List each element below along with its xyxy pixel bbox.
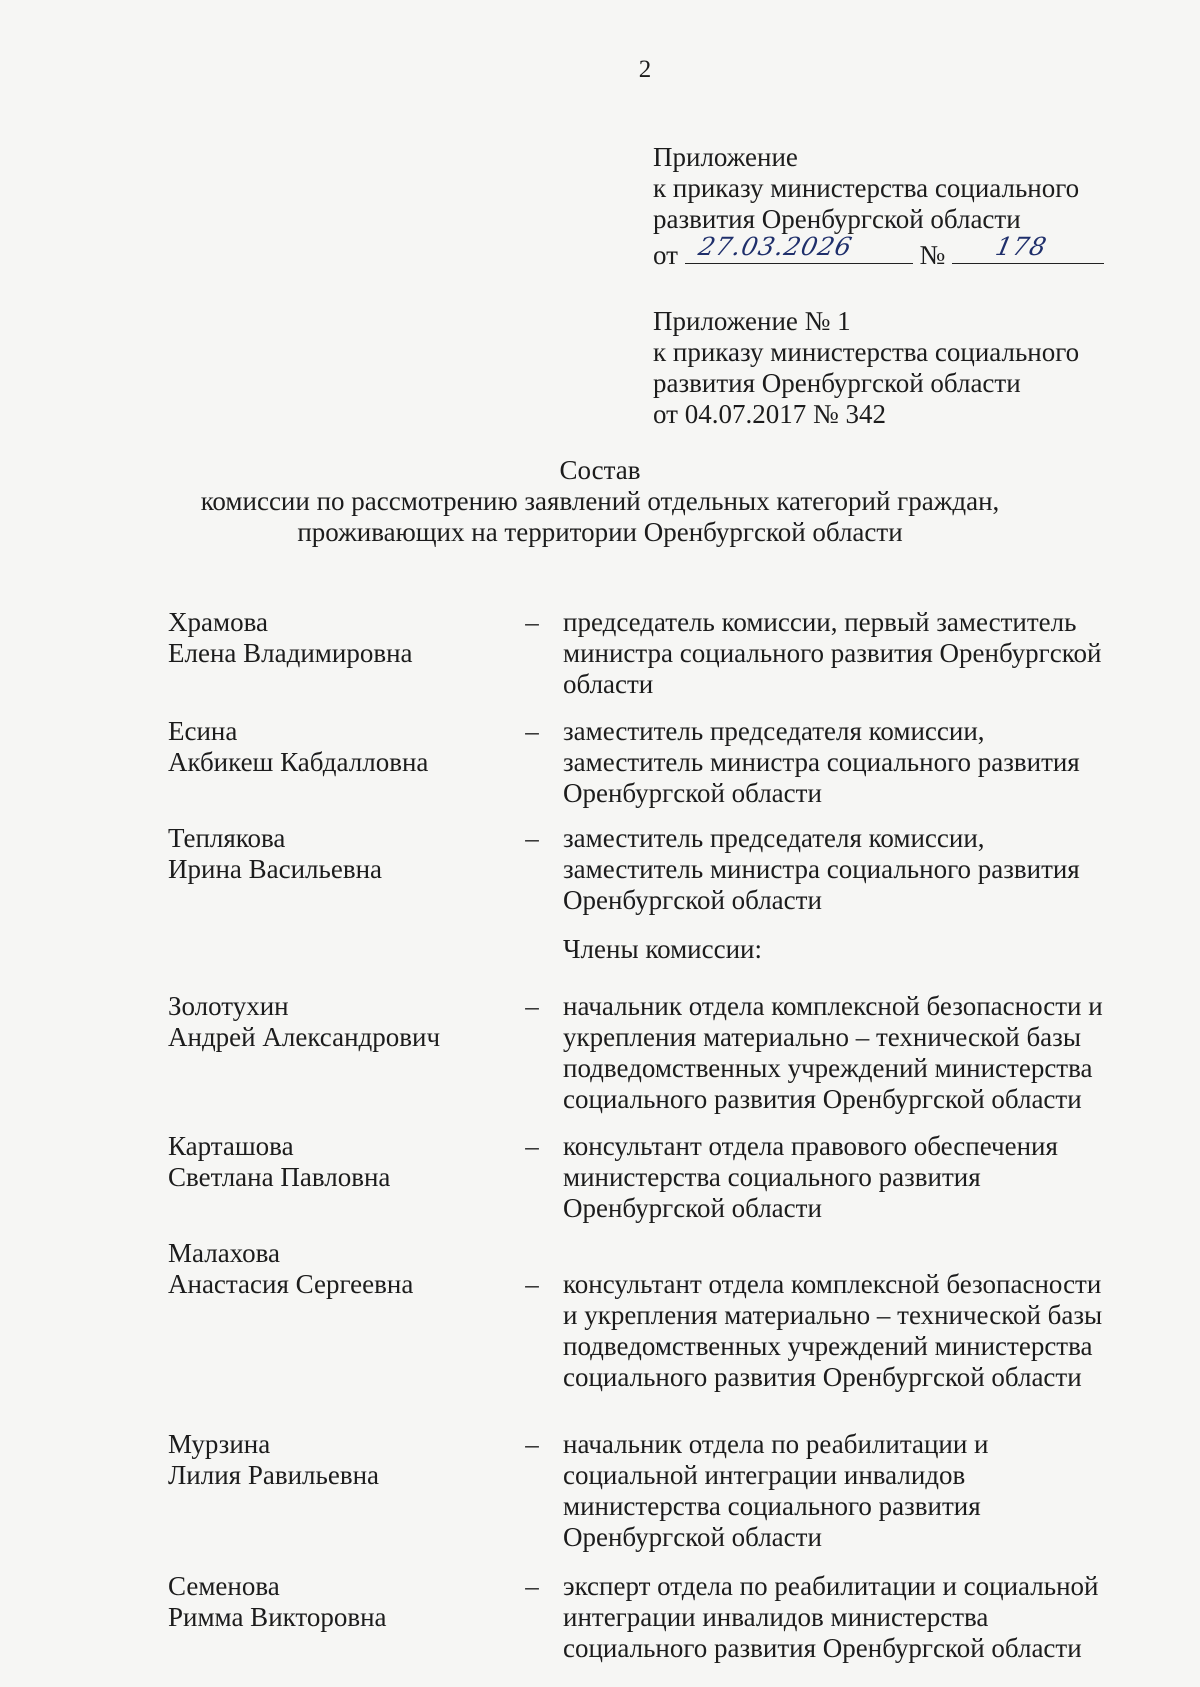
member-name [168, 607, 513, 700]
role-line: заместитель министра социального развития [563, 747, 1080, 777]
member-name [168, 991, 513, 1115]
role-line: начальник отдела комплексной безопасности и [563, 991, 1103, 1021]
document-heading [0, 455, 1200, 548]
member-surname: Семенова [168, 1571, 280, 1601]
member-name [168, 716, 513, 809]
member-given-names: Елена Владимировна [168, 638, 413, 668]
member-row [168, 1429, 1148, 1553]
date-prefix: от [653, 240, 678, 270]
member-name [168, 1429, 513, 1553]
role-line: социального развития Оренбургской области [563, 1633, 1082, 1663]
page-number: 2 [638, 56, 652, 83]
member-row [168, 991, 1148, 1115]
role-line: социальной интеграции инвалидов [563, 1460, 966, 1490]
number-underline [952, 232, 1104, 264]
role-line: социального развития Оренбургской области [563, 1362, 1082, 1392]
dash: – [525, 1131, 539, 1161]
member-surname: Малахова [168, 1238, 281, 1268]
role-line: подведомственных учреждений министерства [563, 1053, 1093, 1083]
member-surname: Золотухин [168, 991, 289, 1021]
member-role [551, 1131, 1128, 1224]
appendix-original-line3: от 04.07.2017 № 342 [653, 399, 886, 429]
dash: – [525, 716, 539, 746]
handwritten-number: 178 [992, 232, 1050, 261]
role-line: министерства социального развития [563, 1491, 981, 1521]
role-line: заместитель председателя комиссии, [563, 716, 985, 746]
role-line: эксперт отдела по реабилитации и социальной [563, 1571, 1099, 1601]
appendix-current-block [653, 142, 1104, 271]
heading-line3: проживающих на территории Оренбургской области [297, 517, 903, 547]
dash: – [525, 823, 539, 853]
appendix-original-line2: развития Оренбургской области [653, 368, 1021, 398]
member-role [551, 716, 1128, 809]
date-underline [685, 232, 913, 264]
member-surname: Есина [168, 716, 238, 746]
role-line: министерства социального развития [563, 1162, 981, 1192]
dash: – [525, 607, 539, 637]
member-role [551, 991, 1128, 1115]
member-surname: Карташова [168, 1131, 294, 1161]
member-row [168, 1571, 1148, 1664]
member-given-names: Анастасия Сергеевна [168, 1269, 414, 1299]
number-sign: № [919, 240, 946, 270]
dash: – [525, 991, 539, 1021]
appendix-original-title: Приложение № 1 [653, 306, 851, 336]
handwritten-date: 27.03.2026 [695, 232, 855, 261]
role-line: заместитель министра социального развития [563, 854, 1080, 884]
member-given-names: Светлана Павловна [168, 1162, 391, 1192]
member-surname: Мурзина [168, 1429, 271, 1459]
commission-composition [168, 607, 1148, 1664]
role-line: области [563, 669, 654, 699]
member-row [168, 607, 1148, 700]
member-given-names: Андрей Александрович [168, 1022, 441, 1052]
member-role [551, 1571, 1128, 1664]
member-given-names: Акбикеш Кабдалловна [168, 747, 429, 777]
role-line: Оренбургской области [563, 1193, 822, 1223]
member-surname: Теплякова [168, 823, 286, 853]
role-line: укрепления материально – технической базы [563, 1022, 1081, 1052]
role-line: председатель комиссии, первый заместитель [563, 607, 1077, 637]
appendix-current-title: Приложение [653, 142, 798, 172]
role-line: Оренбургской области [563, 885, 822, 915]
role-line: интеграции инвалидов министерства [563, 1602, 989, 1632]
appendix-original-line1: к приказу министерства социального [653, 337, 1080, 367]
role-line: Оренбургской области [563, 1522, 822, 1552]
heading-line2: комиссии по рассмотрению заявлений отдельных категорий граждан, [200, 486, 1000, 516]
appendix-current-line1: к приказу министерства социального [653, 173, 1080, 203]
dash: – [525, 1429, 539, 1459]
member-role [551, 1238, 1128, 1393]
role-line: заместитель председателя комиссии, [563, 823, 985, 853]
heading-line1: Состав [559, 455, 641, 485]
member-given-names: Ирина Васильевна [168, 854, 383, 884]
role-line: подведомственных учреждений министерства [563, 1331, 1093, 1361]
role-line: социального развития Оренбургской области [563, 1084, 1082, 1114]
member-role [551, 1429, 1128, 1553]
appendix-original-block [653, 306, 1079, 430]
member-row [168, 1131, 1148, 1224]
role-line: консультант отдела правового обеспечения [563, 1131, 1058, 1161]
member-given-names: Лилия Равильевна [168, 1460, 380, 1490]
role-line: министра социального развития Оренбургской [563, 638, 1102, 668]
member-surname: Храмова [168, 607, 268, 637]
role-line: Оренбургской области [563, 778, 822, 808]
role-line: консультант отдела комплексной безопасности [563, 1269, 1102, 1299]
member-role [551, 607, 1128, 700]
dash: – [525, 1269, 539, 1299]
member-row [168, 1238, 1148, 1393]
member-name [168, 823, 513, 916]
member-row [168, 823, 1148, 916]
member-name [168, 1131, 513, 1224]
member-name [168, 1571, 513, 1664]
members-section-label: Члены комиссии: [563, 934, 762, 964]
dash: – [525, 1571, 539, 1601]
member-row [168, 716, 1148, 809]
member-name [168, 1238, 513, 1393]
role-line: и укрепления материально – технической базы [563, 1300, 1103, 1330]
role-line: начальник отдела по реабилитации и [563, 1429, 989, 1459]
appendix-current-date-line [653, 232, 1104, 271]
appendix-current-line2: развития Оренбургской области [653, 204, 1021, 234]
member-role [551, 823, 1128, 916]
member-given-names: Римма Викторовна [168, 1602, 387, 1632]
